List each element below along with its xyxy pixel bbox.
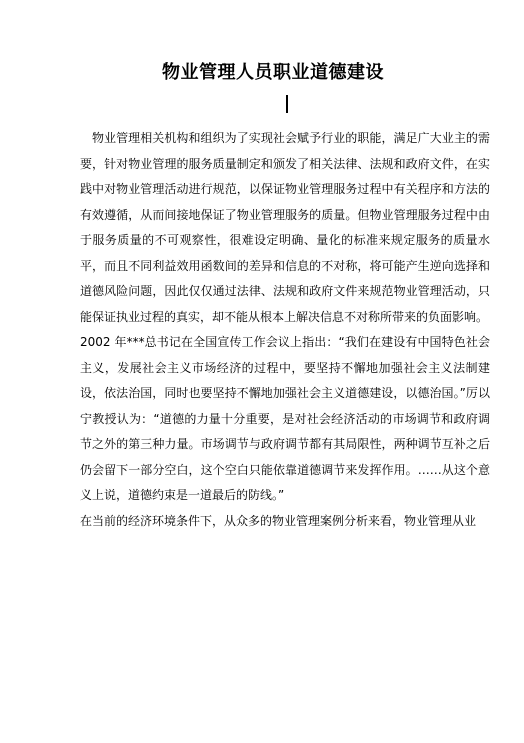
- paragraph-2: 2002 年***总书记在全国宣传工作会议上指出：“我们在建设有中国特色社会主义，发展社会主义市场经济的过程中，要坚持不懈地加强社会主义法制建设，依法治国，同时也要坚持不懈地加强社会主义道德建设，以德治国。”厉以宁教授认为：“道德的力量十分重要，是对社会经济活动的市场调节和政府调节之外的第三种力量。市场调节与政府调节都有其局限性，两种调节互补之后仍会留下一部分空白，这个空白只能依靠道德调节来发挥作用。……从这个意义上说，道德约束是一道最后的防线。”: [80, 335, 490, 502]
- document-title: 物业管理人员职业道德建设: [162, 62, 384, 83]
- document-body: [80, 126, 490, 534]
- paragraph-3: 在当前的经济环境条件下，从众多的物业管理案例分析来看，物业管理从业: [80, 513, 477, 528]
- paragraph-1: 物业管理相关机构和组织为了实现社会赋予行业的职能，满足广大业主的需要，针对物业管理的服务质量制定和颁发了相关法律、法规和政府文件，在实践中对物业管理活动进行规范，以保证物业管理服务过程中有关程序和方法的有效遵循，从而间接地保证了物业管理服务的质量。但物业管理服务过程中由于服务质量的不可观察性，很难设定明确、量化的标准来规定服务的质量水平，而且不同利益效用函数间的差异和信息的不对称，将可能产生逆向选择和道德风险问题，因此仅仅通过法律、法规和政府文件来规范物业管理活动，只能保证执业过程的真实，却不能从根本上解决信息不对称所带来的负面影响。: [80, 131, 490, 324]
- text-cursor: [286, 95, 288, 113]
